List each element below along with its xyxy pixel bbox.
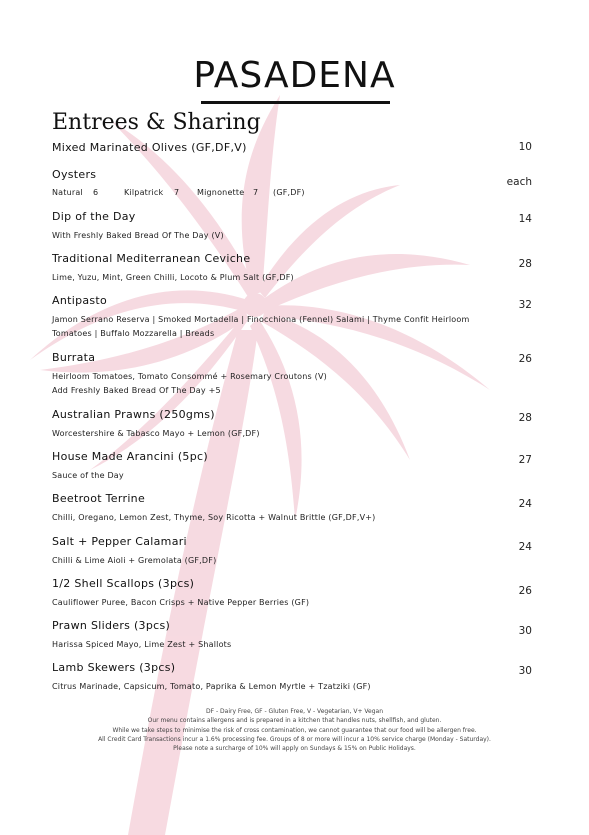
oyster-option-price: 6 <box>93 188 99 197</box>
item-name: Dip of the Day <box>52 210 136 223</box>
oyster-option-label: Kilpatrick <box>124 188 164 197</box>
item-name: House Made Arancini (5pc) <box>52 450 208 463</box>
menu-item <box>52 577 532 610</box>
dietary-legend: DF - Dairy Free, GF - Gluten Free, V - Vegetarian, V+ Vegan <box>205 708 383 715</box>
item-name: 1/2 Shell Scallops (3pcs) <box>52 577 195 590</box>
item-description: With Freshly Baked Bread Of The Day (V) <box>52 231 224 240</box>
item-price: 14 <box>518 213 532 225</box>
item-name: Lamb Skewers (3pcs) <box>52 661 176 674</box>
menu-item <box>52 619 532 652</box>
surcharge-notice: Please note a surcharge of 10% will apply on Sundays & 15% on Public Holidays. <box>173 745 416 753</box>
item-price: 24 <box>518 498 532 510</box>
item-description: Citrus Marinade, Capsicum, Tomato, Paprika & Lemon Myrtle + Tzatziki (GF) <box>52 682 371 691</box>
item-name: Traditional Mediterranean Ceviche <box>52 252 251 265</box>
oyster-option-price: 7 <box>174 188 180 197</box>
oyster-option-label: Natural <box>52 188 83 197</box>
item-description: Lime, Yuzu, Mint, Green Chilli, Locoto & Plum Salt (GF,DF) <box>52 273 294 282</box>
menu-item <box>52 661 532 694</box>
item-name: Australian Prawns (250gms) <box>52 408 215 421</box>
item-price: 26 <box>518 585 532 597</box>
menu-item <box>52 535 532 568</box>
restaurant-name: PASADENA <box>193 55 396 96</box>
item-price: 30 <box>518 625 532 637</box>
item-price: 30 <box>518 665 532 677</box>
item-price: 24 <box>518 541 532 553</box>
menu-item <box>52 168 532 200</box>
item-price: 27 <box>518 454 532 466</box>
item-name: Salt + Pepper Calamari <box>52 535 187 548</box>
item-description: Sauce of the Day <box>52 471 124 480</box>
menu-item <box>52 252 532 285</box>
oyster-option-tags: (GF,DF) <box>273 188 305 197</box>
item-price: 10 <box>518 141 532 153</box>
menu-item <box>52 294 532 341</box>
item-name: Burrata <box>52 351 96 364</box>
menu-footer-notes <box>0 707 589 753</box>
menu-item <box>52 351 532 398</box>
item-description: Heirloom Tomatoes, Tomato Consommé + Rosemary Croutons (V) Add Freshly Baked Bread Of The Day +5 <box>52 372 327 395</box>
item-description: Chilli, Oregano, Lemon Zest, Thyme, Soy Ricotta + Walnut Brittle (GF,DF,V+) <box>52 513 376 522</box>
item-name: Beetroot Terrine <box>52 492 146 505</box>
item-name: Oysters <box>52 168 97 181</box>
item-name: Mixed Marinated Olives (GF,DF,V) <box>52 141 247 154</box>
item-description <box>52 186 532 200</box>
item-name: Prawn Sliders (3pcs) <box>52 619 171 632</box>
item-price: 26 <box>518 353 532 365</box>
menu-item <box>52 408 532 441</box>
item-description: Chilli & Lime Aioli + Gremolata (GF,DF) <box>52 556 217 565</box>
oyster-option-price: 7 <box>253 188 259 197</box>
item-description: Jamon Serrano Reserva | Smoked Mortadella | Finocchiona (Fennel) Salami | Thyme Confit Heirloom Tomatoes | Buffalo Mozzarella | Breads <box>52 315 470 338</box>
menu-item <box>52 141 532 154</box>
item-price: 32 <box>518 299 532 311</box>
menu-item <box>52 210 532 243</box>
section-title: Entrees & Sharing <box>52 110 261 135</box>
item-description: Cauliflower Puree, Bacon Crisps + Native Pepper Berries (GF) <box>52 598 310 607</box>
allergen-notice: While we take steps to minimise the risk of cross contamination, we cannot guarantee that our food will be allergen free. <box>112 726 477 734</box>
fees-notice: All Credit Card Transactions incur a 1.6% processing fee. Groups of 8 or more will incur a 10% service charge (Monday - Saturday). <box>98 735 491 743</box>
item-price: each <box>506 176 532 188</box>
menu-item <box>52 492 532 525</box>
item-description: Worcestershire & Tabasco Mayo + Lemon (GF,DF) <box>52 429 260 438</box>
allergen-notice: Our menu contains allergens and is prepared in a kitchen that handles nuts, shellfish, and gluten. <box>147 717 442 725</box>
oyster-option-label: Mignonette <box>197 188 245 197</box>
menu-item <box>52 450 532 483</box>
item-price: 28 <box>518 258 532 270</box>
item-name: Antipasto <box>52 294 108 307</box>
item-description: Harissa Spiced Mayo, Lime Zest + Shallots <box>52 640 232 649</box>
item-price: 28 <box>518 412 532 424</box>
